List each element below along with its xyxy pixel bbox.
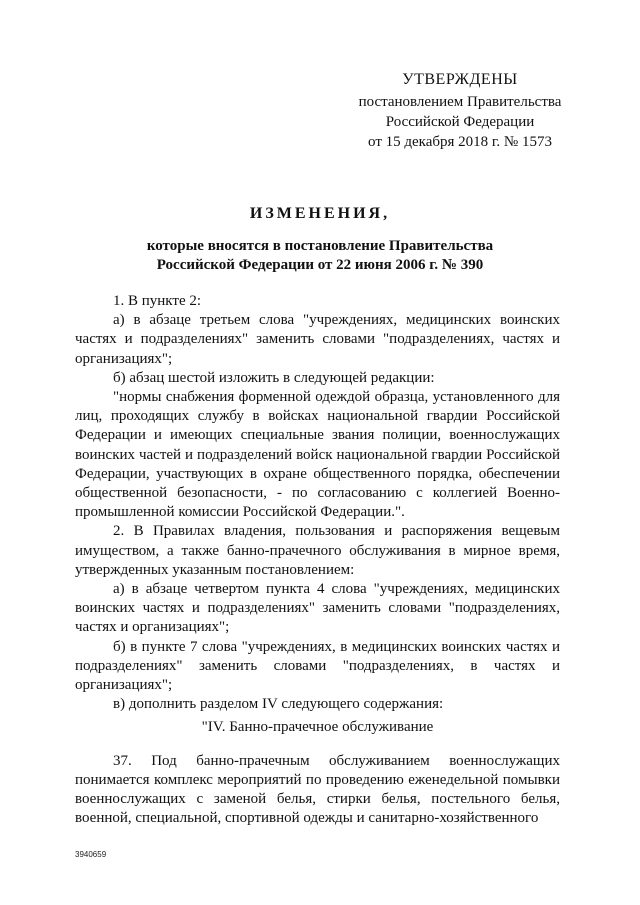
- paragraph-8: в) дополнить разделом IV следующего содержания:: [113, 696, 444, 713]
- section-title: "IV. Банно-прачечное обслуживание: [201, 719, 434, 736]
- approval-line-3: от 15 декабря 2018 г. № 1573: [368, 134, 552, 150]
- paragraph-4: "нормы снабжения форменной одеждой образца, установленного для лиц, проходящих службу в войсках национальной гвардии Российской Федерации и имеющих специальные звания полиции, военнослужащих воинских частей и подразделений войск национальной гвардии Российской Федерации, участвующих в охране общественного порядка, обеспечении общественной безопасности, - по согласованию с коллегией Военно-промышленной комиссии Российской Федерации.".: [75, 389, 560, 521]
- approval-title: УТВЕРЖДЕНЫ: [402, 71, 518, 88]
- approval-line-2: Российской Федерации: [385, 114, 535, 130]
- paragraph-3: б) абзац шестой изложить в следующей редакции:: [113, 369, 435, 386]
- paragraph-2: а) в абзаце третьем слова "учреждениях, медицинских воинских частях и подразделениях" заменить словами "подразделениях, частях и организациях";: [75, 312, 560, 367]
- document-code: 3940659: [75, 850, 107, 859]
- document-title: ИЗМЕНЕНИЯ,: [249, 205, 391, 222]
- paragraph-7: б) в пункте 7 слова "учреждениях, в медицинских воинских частях и подразделениях" заменить словами "подразделениях, в частях и организациях";: [75, 638, 560, 694]
- document-subtitle-line-1: которые вносятся в постановление Правительства: [146, 238, 494, 254]
- paragraph-9: 37. Под банно-прачечным обслуживанием военнослужащих понимается комплекс мероприятий по проведению еженедельной помывки военнослужащих с заменой белья, стирки белья, постельного белья, военной, специальной, спортивной одежды и санитарно-хозяйственного: [75, 752, 560, 827]
- approval-line-1: постановлением Правительства: [358, 94, 562, 110]
- document-heading: [60, 205, 580, 275]
- document-body: [75, 292, 560, 828]
- approval-stamp: [340, 70, 580, 152]
- paragraph-6: а) в абзаце четвертом пункта 4 слова "учреждениях, медицинских воинских частях и подразделениях" заменить словами "подразделениях, частях и организациях";: [75, 581, 560, 636]
- paragraph-5: 2. В Правилах владения, пользования и распоряжения вещевым имуществом, а также банно-прачечного обслуживания в мирное время, утвержденных указанным постановлением:: [75, 523, 560, 578]
- paragraph-1: 1. В пункте 2:: [113, 293, 202, 309]
- document-subtitle-line-2: Российской Федерации от 22 июня 2006 г. № 390: [156, 257, 484, 273]
